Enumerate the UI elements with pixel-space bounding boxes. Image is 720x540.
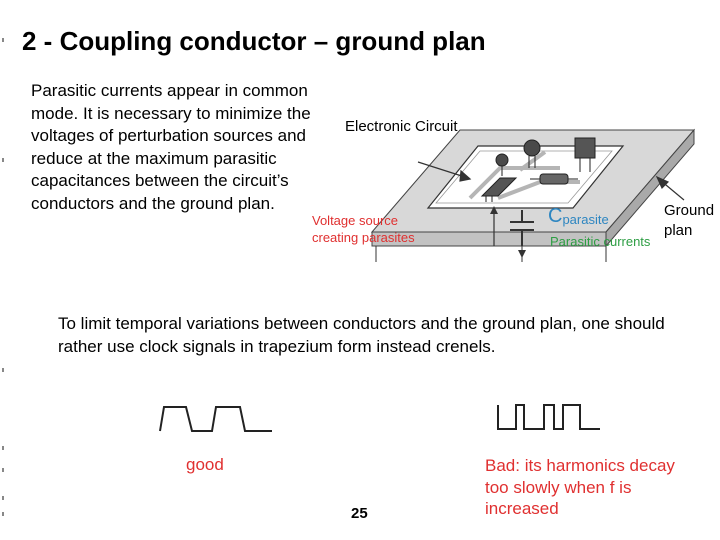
intro-paragraph: Parasitic currents appear in common mode. It is necessary to minimize the voltages of perturbation sources and reduce at the maximum parasitic capacitances between the circuit’s conductors and the ground plan. [31, 81, 311, 213]
edge-tick [2, 496, 4, 500]
voltage-source-line1: Voltage source [312, 213, 399, 228]
label-voltage-source [312, 212, 415, 246]
c-main: C [548, 205, 563, 227]
good-label: good [186, 455, 224, 474]
ground-plan-line2: plan [664, 222, 693, 239]
label-ground-plan [664, 201, 714, 241]
label-parasitic-currents: Parasitic currents [550, 234, 651, 249]
clock-paragraph: To limit temporal variations between conductors and the ground plan, one should rather use clock signals in trapezium form instead crenels. [58, 314, 665, 356]
edge-tick [2, 468, 4, 472]
slide-title: 2 - Coupling conductor – ground plan [22, 26, 486, 56]
edge-tick [2, 38, 4, 42]
ground-plan-line1: Ground [664, 202, 715, 219]
edge-tick [2, 158, 4, 162]
edge-tick [2, 512, 4, 516]
bad-label: Bad: its harmonics decay too slowly when f is increased [485, 456, 675, 518]
edge-tick [2, 446, 4, 450]
label-electronic-circuit: Electronic Circuit [345, 118, 458, 135]
label-c-parasite [548, 205, 609, 228]
voltage-source-line2: creating parasites [312, 230, 415, 245]
crenel-waveform [488, 395, 608, 440]
page-number: 25 [351, 505, 368, 522]
edge-tick [2, 368, 4, 372]
trapezium-waveform [150, 395, 280, 440]
c-sub: parasite [562, 212, 609, 227]
